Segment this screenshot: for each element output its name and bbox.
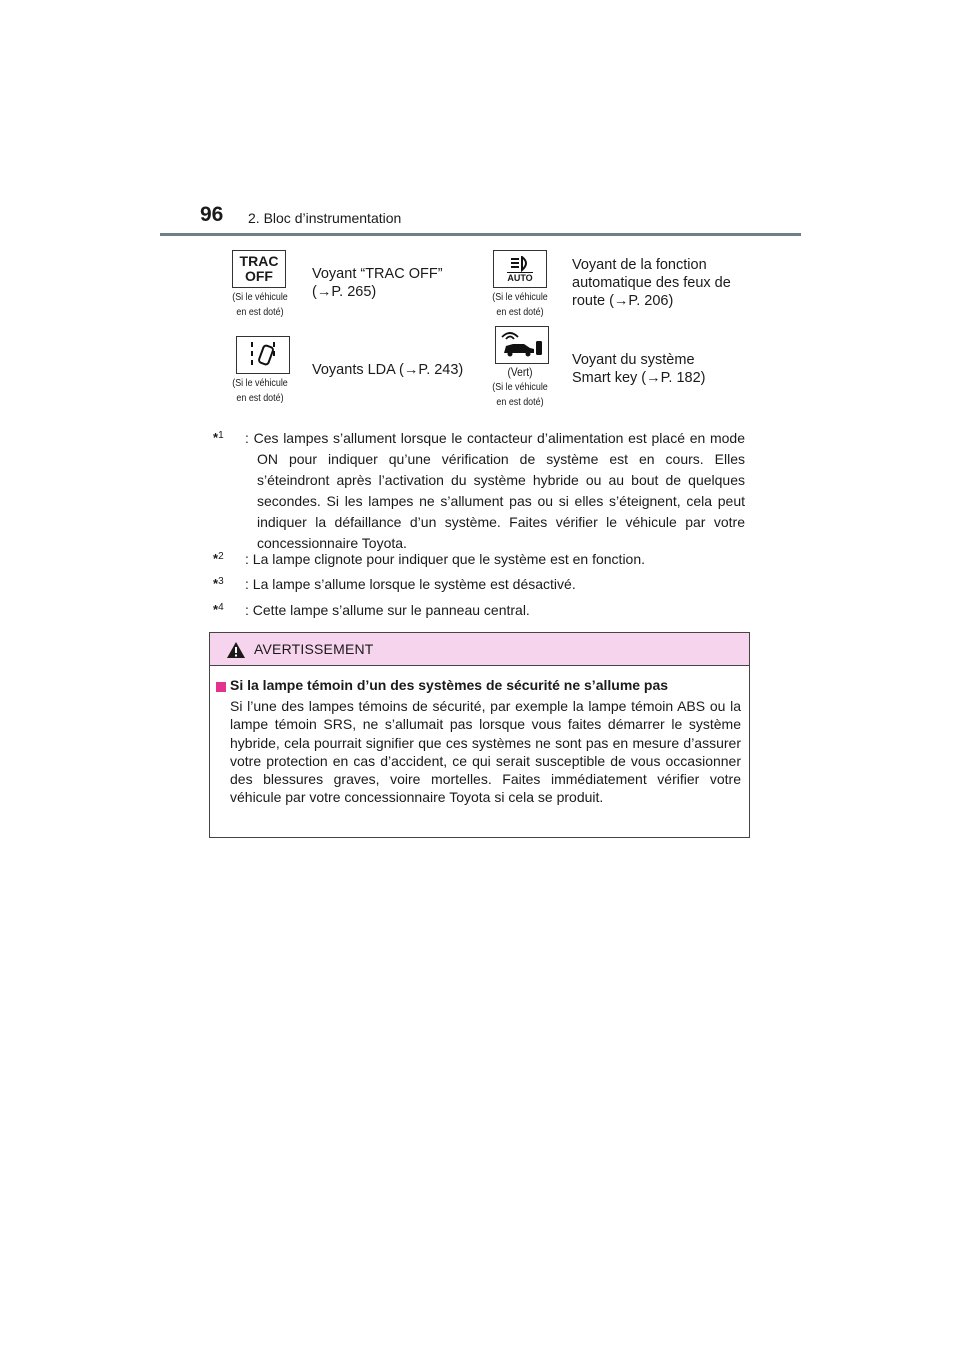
icon-note-line: en est doté) <box>496 396 544 408</box>
indicator-description-line: Voyants LDA (→P. 243) <box>312 362 464 378</box>
indicator-description <box>312 361 463 379</box>
section-title: 2. Bloc d’instrumentation <box>248 210 402 226</box>
footnote <box>213 428 745 554</box>
indicator-description-line: Voyant de la fonction <box>572 257 707 273</box>
icon-note <box>488 365 553 410</box>
page-number: 96 <box>200 203 224 226</box>
indicator-description-line: automatique des feux de <box>572 275 731 291</box>
icon-note-line: en est doté) <box>496 306 544 318</box>
indicator-description <box>312 265 443 301</box>
bullet-square-icon <box>216 682 226 692</box>
footnote-text: : Cette lampe s’allume sur le panneau central. <box>245 602 530 618</box>
warning-box <box>209 632 750 838</box>
smart-key-icon <box>495 326 549 364</box>
headlamp-beam-icon <box>508 256 532 272</box>
lda-icon <box>236 336 290 374</box>
icon-note-line: (Si le véhicule <box>492 381 548 393</box>
icon-note-line: (Vert) <box>507 365 533 379</box>
footnote-number: 2 <box>218 551 224 562</box>
footnote-text: : Ces lampes s’allument lorsque le contacteur d’alimentation est placé en mode ON pour indiquer qu’une vérification de système est en cours. Elles s’éteindront après l’activation du système hybride ou au bout de quelques secondes. Si les lampes ne s’allument pas ou si elles s’éteignent, cela peut indiquer la défaillance d’un système. Faites vérifier le véhicule par votre concessionnaire Toyota. <box>245 430 745 551</box>
icon-note-line: en est doté) <box>236 392 284 404</box>
warning-subtitle: Si la lampe témoin d’un des systèmes de sécurité ne s’allume pas <box>230 677 669 693</box>
footnote-mark <box>213 597 224 620</box>
warning-title: AVERTISSEMENT <box>254 641 374 657</box>
icon-note-line: en est doté) <box>236 306 284 318</box>
footnote-asterisk: * <box>213 551 219 566</box>
trac-off-icon-line-2: OFF <box>244 268 273 284</box>
indicator-description <box>572 351 706 387</box>
warning-triangle-icon <box>226 641 246 659</box>
footnote <box>213 549 745 570</box>
indicator-description-line: (→P. 265) <box>312 284 377 300</box>
header-rule <box>160 233 801 236</box>
footnote-text: : La lampe clignote pour indiquer que le système est en fonction. <box>245 551 646 567</box>
trac-off-icon <box>232 250 286 288</box>
icon-note <box>488 290 553 320</box>
footnote <box>213 600 745 621</box>
indicator-description-line: Voyant “TRAC OFF” <box>312 266 443 282</box>
smart-key-car-icon <box>500 331 544 359</box>
footnote-number: 3 <box>218 576 224 587</box>
footnote <box>213 574 745 595</box>
footnote-asterisk: * <box>213 430 219 445</box>
icon-note <box>228 376 293 406</box>
icon-note-line: (Si le véhicule <box>492 291 548 303</box>
footnote-number: 4 <box>218 602 224 613</box>
icon-note-line: (Si le véhicule <box>232 377 288 389</box>
indicator-description-line: route (→P. 206) <box>572 293 674 309</box>
footnote-mark <box>213 571 224 594</box>
auto-label: AUTO <box>507 272 533 283</box>
footnote-text: : La lampe s’allume lorsque le système est désactivé. <box>245 576 576 592</box>
icon-note <box>228 290 293 320</box>
footnote-mark <box>213 425 224 448</box>
trac-off-icon-line-1: TRAC <box>239 253 279 269</box>
footnote-asterisk: * <box>213 576 219 591</box>
footnote-mark <box>213 546 224 569</box>
lane-departure-icon <box>243 340 283 370</box>
warning-header <box>210 633 749 666</box>
warning-body: Si l’une des lampes témoins de sécurité, par exemple la lampe témoin ABS ou la lampe témoin SRS, ne s’allumait pas lorsque vous faites démarrer le système hybride, cela pourrait signifier que ces systèmes ne sont pas en mesure d’assurer votre protection en cas d’accident, ce qui serait susceptible de vous occasionner des blessures graves, voire mortelles. Faites immédiatement vérifier votre véhicule par votre concessionnaire Toyota si cela se produit. <box>230 698 741 806</box>
footnote-asterisk: * <box>213 602 219 617</box>
footnote-number: 1 <box>218 430 224 441</box>
indicator-description <box>572 256 731 310</box>
icon-note-line: (Si le véhicule <box>232 291 288 303</box>
indicator-description-line: Voyant du système <box>572 352 695 368</box>
indicator-description-line: Smart key (→P. 182) <box>572 370 706 386</box>
auto-high-beam-icon <box>493 250 547 288</box>
